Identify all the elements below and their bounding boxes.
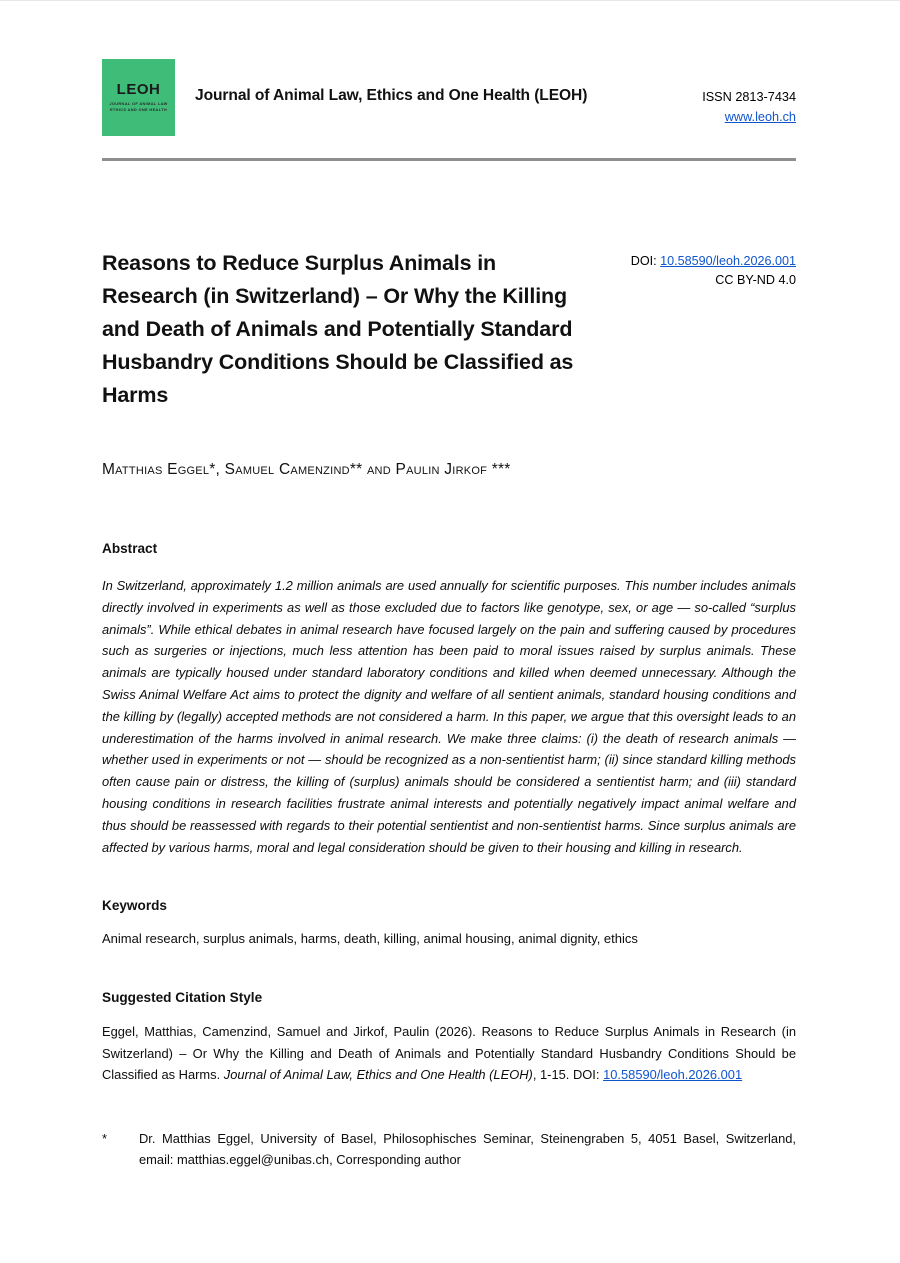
license-badge: CC BY-ND 4.0 <box>715 272 796 287</box>
footnote-marker: * <box>102 1130 108 1146</box>
logo-wordmark: LEOH <box>116 80 161 98</box>
keywords-heading: Keywords <box>102 898 167 914</box>
citation-text <box>102 1021 796 1086</box>
abstract-text: In Switzerland, approximately 1.2 million animals are used annually for scientific purposes. This number includes animals directly involved in experiments as well as those excluded due to factors like genotype, sex, or age — so-called “surplus animals”. While ethical debates in animal research have focused largely on the pain and suffering caused by procedures such as surgeries or injections, much less attention has been paid to moral issues raised by surplus animals. These animals are typically housed under standard laboratory conditions and killed when deemed unnecessary. Although the Swiss Animal Welfare Act aims to protect the dignity and welfare of all sentient animals, standard housing conditions and the killing by (legally) accepted methods are not considered a harm. In this paper, we argue that this oversight leads to an underestimation of the harms involved in animal research. We make three claims: (i) the death of research animals — whether used in experiments or not — should be recognized as a non-sentientist harm; (ii) since standard killing methods often cause pain or distress, the killing of (surplus) animals should be considered a sentientist harm; and (iii) standard housing conditions in research facilities frustrate animal interests and potentially negatively impact animal welfare and thus should be reassessed with regards to their potential sentientist and non-sentientist harms. Since surplus animals are affected by various harms, moral and legal consideration should be given to their housing and killing in research. <box>102 578 796 855</box>
journal-name: Journal of Animal Law, Ethics and One Health (LEOH) <box>195 87 588 104</box>
citation-journal-name: Journal of Animal Law, Ethics and One Health (LEOH) <box>223 1067 533 1083</box>
masthead <box>102 59 796 159</box>
doi-label: DOI: <box>630 254 657 268</box>
title-row <box>102 247 796 415</box>
doi-block <box>631 252 796 289</box>
abstract-heading: Abstract <box>102 541 158 556</box>
footnote-text: Dr. Matthias Eggel, University of Basel, Philosophisches Seminar, Steinengraben 5, 4051 Basel, Switzerland, email: matthias.eggel@unibas.ch, Corresponding author <box>139 1130 796 1168</box>
issn-number: ISSN 2813-7434 <box>702 90 796 104</box>
masthead-divider <box>102 158 796 161</box>
citation-heading: Suggested Citation Style <box>102 990 263 1006</box>
leoh-logo <box>102 59 175 136</box>
issn-block <box>702 87 796 127</box>
author-list: Matthias Eggel*, Samuel Camenzind** and Paulin Jirkof *** <box>102 461 511 478</box>
page-content <box>102 1 796 1171</box>
page-title: Reasons to Reduce Surplus Animals in Research (in Switzerland) – Or Why the Killing and Death of Animals and Potentially Standard Husbandry Conditions Should be Classified as Harms <box>102 251 574 408</box>
journal-website-link[interactable]: www.leoh.ch <box>724 110 796 125</box>
keywords-text: Animal research, surplus animals, harms, death, killing, animal housing, animal dignity, ethics <box>102 931 638 947</box>
citation-part-one: Eggel, Matthias, Camenzind, Samuel and Jirkof, Paulin (2026). Reasons to Reduce Surplus Animals in Research (in Switzerland) – Or Why the Killing and Death of Animals and Potentially Standard Husbandry Conditions Should be Classified as Harms. <box>102 1024 796 1083</box>
citation-part-two: , 1-15. DOI: <box>532 1067 604 1083</box>
footnote-item <box>102 1128 796 1171</box>
logo-subtitle: JOURNAL OF ANIMAL LAW ETHICS AND ONE HEALTH <box>109 100 168 112</box>
doi-line <box>631 252 796 271</box>
footnotes <box>102 1128 796 1171</box>
doi-link[interactable]: 10.58590/leoh.2026.001 <box>660 254 796 268</box>
citation-doi-link[interactable]: 10.58590/leoh.2026.001 <box>603 1067 743 1083</box>
